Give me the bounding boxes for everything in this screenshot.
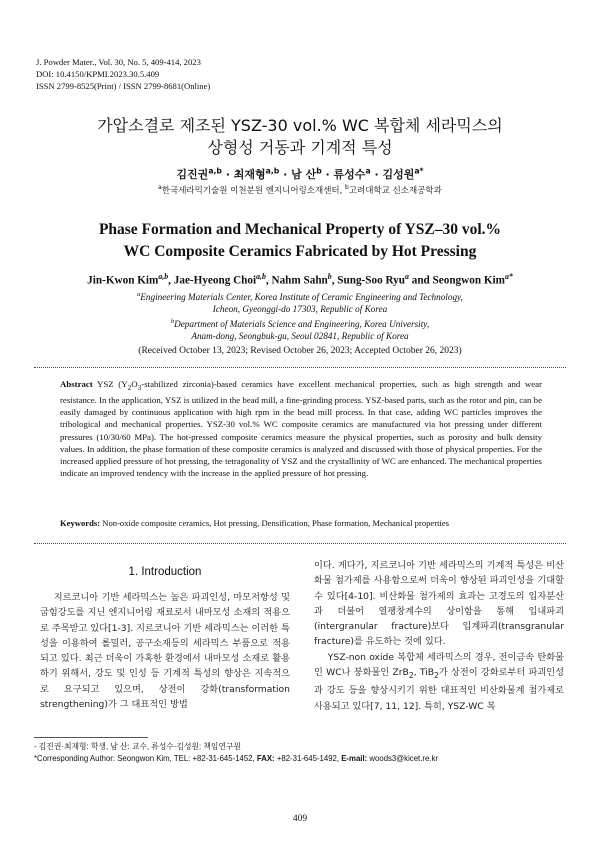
korean-authors: 김진권$^{a,b}$ · 최재형$^{a,b}$ · 남 산$^b$ · 류성수$^a$ · 김성원$^{a*}$ (176, 166, 424, 181)
journal-meta (36, 56, 210, 92)
footnote-rule (34, 737, 148, 738)
affiliation-line: Icheon, Gyeonggi-do 17303, Republic of Korea (212, 304, 388, 315)
korean-affiliations: $^a$한국세라믹기술원 이천분원 엔지니어링소재센터, $^b$고려대학교 신소재공학과 (158, 184, 442, 196)
footnote-authors: - 김진권·최재형: 학생, 남 산: 교수, 류성수·김성원: 책임연구원 (34, 742, 242, 751)
abstract: Abstract YSZ ($Y_2O_3$-stabilized zirconia)-based ceramics have excellent mechanical properties, such as high strength and wear resistance. In the application, YSZ is utilized in the bead mill, a fine-grinding process. YSZ-based parts, such as the rotor and pin, can be easily damaged by continuous application with high rpm in the bead mill process. In that case, adding WC particles improves the tribological and mechanical properties. YSZ-30 vol.% WC composite ceramics are manufactured via hot pressing under different pressures (10/30/60 MPa). The hot-pressed composite ceramics measure the physical properties, such as porosity and bulk density values. In addition, the phase formation of these composite ceramics is analyzed and discussed with those of physical properties. For the increased applied pressure of hot pressing, the tetragonality of YSZ and the crystallinity of WC are enhanced. The mechanical properties indicate an improved tendency with the increase in the applied pressure of hot pressing. (60, 379, 542, 479)
keywords-label: Keywords: (60, 518, 101, 528)
intro-paragraph: YSZ-non oxide 복합체 세라믹스의 경우, 전이금속 탄화물인 WC나 붕화물인 ZrB$_2$, TiB$_2$가 상전이 강화로부터 파괴인성과 강도 등을 향상시키기 위한 대표적인 비산화물계 첨가제로 사용되고 있다[7, 11, 12]. 특히, YSZ-WC 복 (314, 651, 564, 712)
keywords (60, 518, 542, 528)
english-affiliations (0, 289, 600, 343)
abstract-label: Abstract (60, 379, 93, 389)
intro-paragraph: 이다. 게다가, 지르코니아 기반 세라믹스의 기계적 특성은 비산화물 첨가제를 사용함으로써 더욱이 향상된 파괴인성을 기대할 수 있다[4-10]. 비산화물 첨가제의 효과는 고경도의 입자분산과 더불어 열팽창계수의 상이함을 통해 입내파괴(intergranular fracture)보다 입계파괴(transgranular fracture)를 유도하는 것에 있다. (314, 560, 564, 648)
korean-title-line2: 상형성 거동과 기계적 특성 (207, 138, 393, 157)
email-link[interactable]: woods3@kicet.re.kr (369, 753, 438, 763)
issn: ISSN 2799-8525(Print) / ISSN 2799-8681(Online) (36, 81, 211, 91)
korean-title-line1: 가압소결로 제조된 YSZ-30 vol.% WC 복합체 세라믹스의 (97, 116, 503, 135)
keywords-text: Non-oxide composite ceramics, Hot pressing, Densification, Phase formation, Mechanical properties (102, 518, 450, 528)
right-column-body (314, 558, 564, 714)
corresponding-prefix: *Corresponding Author: Seongwon Kim, TEL: (34, 753, 193, 763)
footnote-corresponding: *Corresponding Author: Seongwon Kim, TEL: +82-31-645-1452, FAX: +82-31-645-1492, E-mail: woods3@kicet.re.kr (34, 753, 438, 763)
affiliation-line: Anam-dong, Seongbuk-gu, Seoul 02841, Republic of Korea (191, 331, 409, 342)
doi[interactable]: DOI: 10.4150/KPMI.2023.30.5.409 (36, 69, 160, 79)
journal-citation: J. Powder Mater., Vol. 30, No. 5, 409-414, 2023 (36, 57, 201, 67)
fax: +82-31-645-1492 (276, 753, 337, 763)
page-number: 409 (292, 814, 308, 824)
korean-title (0, 115, 600, 159)
english-title-line1: Phase Formation and Mechanical Property of YSZ–30 vol.% (98, 221, 502, 238)
top-divider (34, 367, 566, 368)
section-heading-introduction: 1. Introduction (128, 566, 202, 578)
footnotes (34, 741, 438, 764)
received-dates: (Received October 13, 2023; Revised October 26, 2023; Accepted October 26, 2023) (138, 346, 462, 356)
intro-paragraph: 지르코니아 기반 세라믹스는 높은 파괴인성, 마모저항성 및 굽힘강도를 지닌 엔지니어링 재료로서 내마모성 소재의 적용으로 주목받고 있다[1-3]. 지르코니아 기반 세라믹스는 이러한 특성을 이용하여 롤밀러, 공구소재등의 세라믹스 부품으로 적용되고 있다. 최근 더욱이 가혹한 환경에서 내마모성 소재로 활용하기 위해서, 강도 및 인성 등 기계적 특성의 향상은 지속적으로 요구되고 있으며, 상전이 강화(transformation strengthening)가 그 대표적인 방법 (40, 592, 290, 711)
english-title-line2: WC Composite Ceramics Fabricated by Hot Pressing (123, 243, 477, 260)
bottom-divider (34, 543, 566, 544)
email-label: E-mail: (341, 753, 370, 763)
affiliation-line: $^b$Department of Materials Science and Engineering, Korea University, (170, 317, 430, 329)
english-title (0, 219, 600, 263)
left-column-body (40, 590, 290, 712)
affiliation-line: $^a$Engineering Materials Center, Korea Institute of Ceramic Engineering and Technology, (137, 291, 463, 303)
tel: +82-31-645-1452 (192, 753, 253, 763)
fax-label: FAX: (256, 753, 277, 763)
english-authors: Jin-Kwon Kim$^{a,b}$, Jae-Hyeong Choi$^{a,b}$, Nahm Sahn$^b$, Sung-Soo Ryu$^a$ and Seongwon Kim$^{a*}$ (87, 272, 513, 287)
